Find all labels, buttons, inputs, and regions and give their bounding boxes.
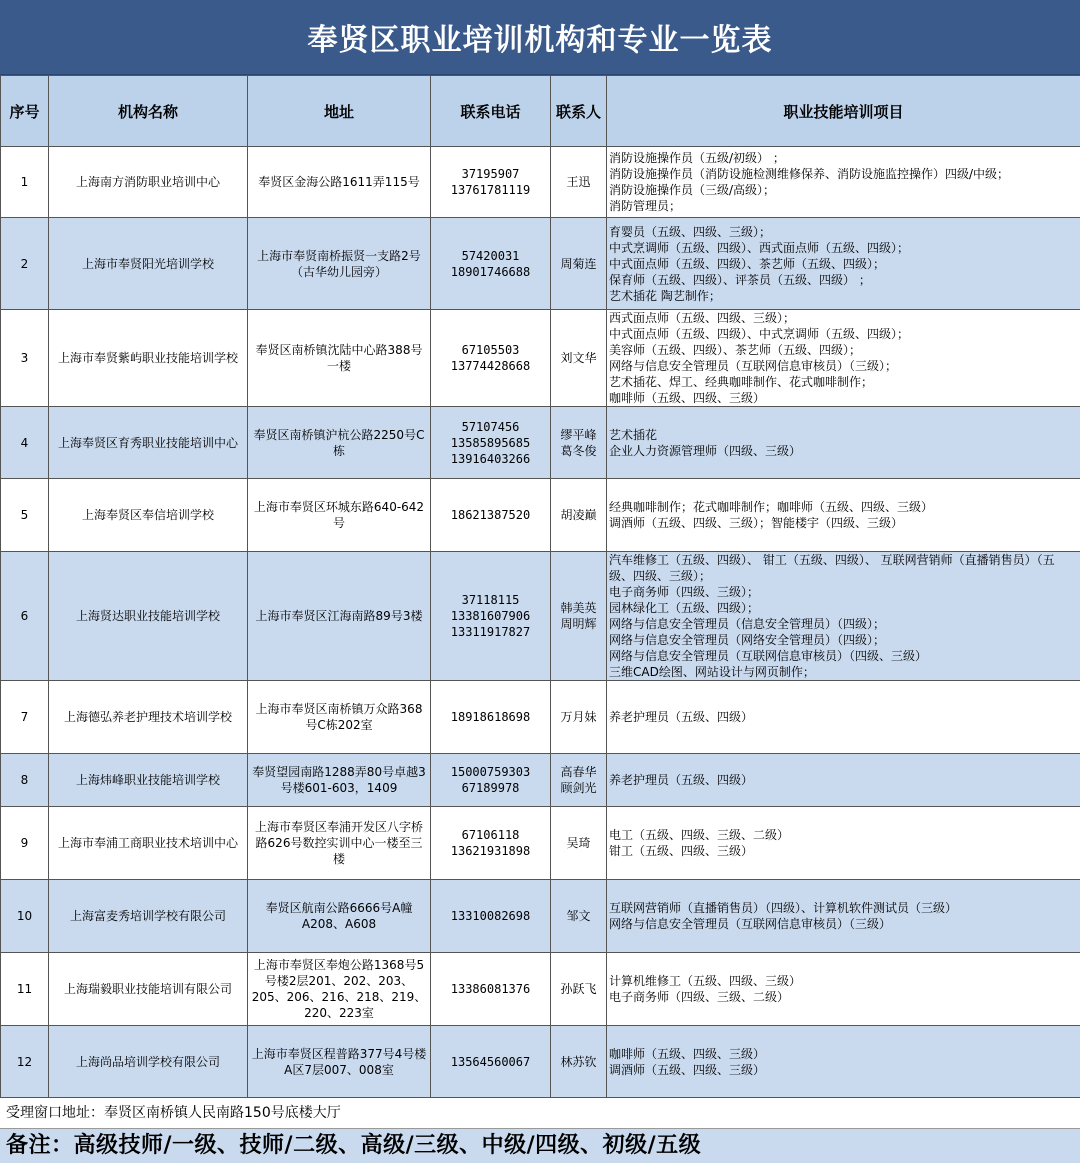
training-items-cell: 经典咖啡制作；花式咖啡制作；咖啡师（五级、四级、三级） 调酒师（五级、四级、三级）；智能楼宇（四级、三级） [607, 479, 1080, 552]
training-items-cell: 计算机维修工（五级、四级、三级） 电子商务师（四级、三级、二级） [607, 953, 1080, 1026]
phone-cell: 37195907 13761781119 [431, 147, 551, 218]
training-items-cell: 养老护理员（五级、四级） [607, 681, 1080, 754]
contact-person-cell: 高春华 顾剑光 [551, 754, 607, 807]
org-name-cell: 上海奉贤区奉信培训学校 [49, 479, 248, 552]
contact-person-cell: 林苏钦 [551, 1026, 607, 1098]
org-name-cell: 上海富麦秀培训学校有限公司 [49, 880, 248, 953]
table-row [1, 880, 1080, 953]
address-cell: 上海市奉贤区江海南路89号3楼 [248, 552, 431, 681]
org-name-cell: 上海瑞毅职业技能培训有限公司 [49, 953, 248, 1026]
phone-cell: 13564560067 [431, 1026, 551, 1098]
header-phone: 联系电话 [431, 76, 551, 147]
contact-person-cell: 邹文 [551, 880, 607, 953]
contact-person-cell: 王迅 [551, 147, 607, 218]
contact-person-cell: 周菊连 [551, 218, 607, 310]
table-row [1, 953, 1080, 1026]
table-row [1, 754, 1080, 807]
table-row [1, 1026, 1080, 1098]
row-index-cell: 7 [1, 681, 49, 754]
row-index-cell: 4 [1, 407, 49, 479]
phone-cell: 37118115 13381607906 13311917827 [431, 552, 551, 681]
header-training-items: 职业技能培训项目 [607, 76, 1080, 147]
phone-cell: 57107456 13585895685 13916403266 [431, 407, 551, 479]
contact-person-cell: 吴琦 [551, 807, 607, 880]
address-cell: 上海市奉贤区环城东路640-642号 [248, 479, 431, 552]
address-cell: 奉贤区金海公路1611弄115号 [248, 147, 431, 218]
phone-cell: 67106118 13621931898 [431, 807, 551, 880]
table-row [1, 807, 1080, 880]
training-items-cell: 消防设施操作员（五级/初级） ； 消防设施操作员（消防设施检测维修保养、消防设施监控操作）四级/中级； 消防设施操作员（三级/高级）； 消防管理员； [607, 147, 1080, 218]
header-index: 序号 [1, 76, 49, 147]
org-name-cell: 上海尚品培训学校有限公司 [49, 1026, 248, 1098]
address-cell: 奉贤望园南路1288弄80号卓越3号楼601-603，1409 [248, 754, 431, 807]
table-row [1, 552, 1080, 681]
level-note: 备注：高级技师/一级、技师/二级、高级/三级、中级/四级、初级/五级 [0, 1129, 1080, 1163]
address-cell: 奉贤区航南公路6666号A幢A208、A608 [248, 880, 431, 953]
header-org-name: 机构名称 [49, 76, 248, 147]
address-cell: 奉贤区南桥镇沪杭公路2250号C栋 [248, 407, 431, 479]
contact-person-cell: 刘文华 [551, 310, 607, 407]
row-index-cell: 2 [1, 218, 49, 310]
row-index-cell: 3 [1, 310, 49, 407]
contact-person-cell: 缪平峰 葛冬俊 [551, 407, 607, 479]
address-cell: 上海市奉贤区程普路377号4号楼A区7层007、008室 [248, 1026, 431, 1098]
org-name-cell: 上海贤达职业技能培训学校 [49, 552, 248, 681]
row-index-cell: 5 [1, 479, 49, 552]
table-row [1, 681, 1080, 754]
table-row [1, 310, 1080, 407]
row-index-cell: 12 [1, 1026, 49, 1098]
training-items-cell: 艺术插花 企业人力资源管理师（四级、三级） [607, 407, 1080, 479]
address-cell: 上海市奉贤区奉炮公路1368号5号楼2层201、202、203、205、206、216、218、219、220、223室 [248, 953, 431, 1026]
table-row [1, 218, 1080, 310]
phone-cell: 18621387520 [431, 479, 551, 552]
phone-cell: 57420031 18901746688 [431, 218, 551, 310]
row-index-cell: 1 [1, 147, 49, 218]
phone-cell: 15000759303 67189978 [431, 754, 551, 807]
header-address: 地址 [248, 76, 431, 147]
table-row [1, 479, 1080, 552]
contact-person-cell: 孙跃飞 [551, 953, 607, 1026]
table-row [1, 147, 1080, 218]
contact-person-cell: 韩美英 周明辉 [551, 552, 607, 681]
org-name-cell: 上海炜峰职业技能培训学校 [49, 754, 248, 807]
org-name-cell: 上海德弘养老护理技术培训学校 [49, 681, 248, 754]
page-title: 奉贤区职业培训机构和专业一览表 [0, 0, 1080, 75]
address-cell: 上海市奉贤区南桥镇万众路368号C栋202室 [248, 681, 431, 754]
org-name-cell: 上海市奉贤阳光培训学校 [49, 218, 248, 310]
header-contact: 联系人 [551, 76, 607, 147]
contact-person-cell: 胡凌巅 [551, 479, 607, 552]
address-cell: 奉贤区南桥镇沈陆中心路388号一楼 [248, 310, 431, 407]
org-name-cell: 上海南方消防职业培训中心 [49, 147, 248, 218]
training-items-cell: 互联网营销师（直播销售员）（四级）、计算机软件测试员（三级） 网络与信息安全管理员（互联网信息审核员）（三级） [607, 880, 1080, 953]
phone-cell: 67105503 13774428668 [431, 310, 551, 407]
phone-cell: 13386081376 [431, 953, 551, 1026]
org-name-cell: 上海市奉贤紫屿职业技能培训学校 [49, 310, 248, 407]
table-header-row [1, 76, 1080, 147]
row-index-cell: 11 [1, 953, 49, 1026]
training-items-cell: 养老护理员（五级、四级） [607, 754, 1080, 807]
org-name-cell: 上海奉贤区育秀职业技能培训中心 [49, 407, 248, 479]
row-index-cell: 9 [1, 807, 49, 880]
row-index-cell: 10 [1, 880, 49, 953]
training-items-cell: 电工（五级、四级、三级、二级） 钳工（五级、四级、三级） [607, 807, 1080, 880]
contact-person-cell: 万月妹 [551, 681, 607, 754]
phone-cell: 13310082698 [431, 880, 551, 953]
table-row [1, 407, 1080, 479]
address-cell: 上海市奉贤区奉浦开发区八字桥路626号数控实训中心一楼至三楼 [248, 807, 431, 880]
application-window-address: 受理窗口地址：奉贤区南桥镇人民南路150号底楼大厅 [0, 1098, 1080, 1129]
training-items-cell: 西式面点师（五级、四级、三级）； 中式面点师（五级、四级）、中式烹调师（五级、四级）； 美容师（五级、四级）、茶艺师（五级、四级）； 网络与信息安全管理员（互联网信息审核员）（三级）； 艺术插花、焊工、经典咖啡制作、花式咖啡制作； 咖啡师（五级、四级、三级） [607, 310, 1080, 407]
training-items-cell: 咖啡师（五级、四级、三级） 调酒师（五级、四级、三级） [607, 1026, 1080, 1098]
address-cell: 上海市奉贤南桥振贤一支路2号（古华幼儿园旁） [248, 218, 431, 310]
org-name-cell: 上海市奉浦工商职业技术培训中心 [49, 807, 248, 880]
row-index-cell: 6 [1, 552, 49, 681]
row-index-cell: 8 [1, 754, 49, 807]
phone-cell: 18918618698 [431, 681, 551, 754]
institution-table [0, 75, 1080, 1098]
training-items-cell: 汽车维修工（五级、四级）、 钳工（五级、四级）、 互联网营销师（直播销售员）（五级、四级、三级）； 电子商务师（四级、三级）； 园林绿化工（五级、四级）； 网络与信息安全管理员（信息安全管理员）（四级）； 网络与信息安全管理员（网络安全管理员）（四级）； 网络与信息安全管理员（互联网信息审核员）（四级、三级） 三维CAD绘图、网站设计与网页制作； [607, 552, 1080, 681]
training-items-cell: 育婴员（五级、四级、三级）； 中式烹调师（五级、四级）、西式面点师（五级、四级）； 中式面点师（五级、四级）、茶艺师（五级、四级）； 保育师（五级、四级）、评茶员（五级、四级） ； 艺术插花 陶艺制作； [607, 218, 1080, 310]
